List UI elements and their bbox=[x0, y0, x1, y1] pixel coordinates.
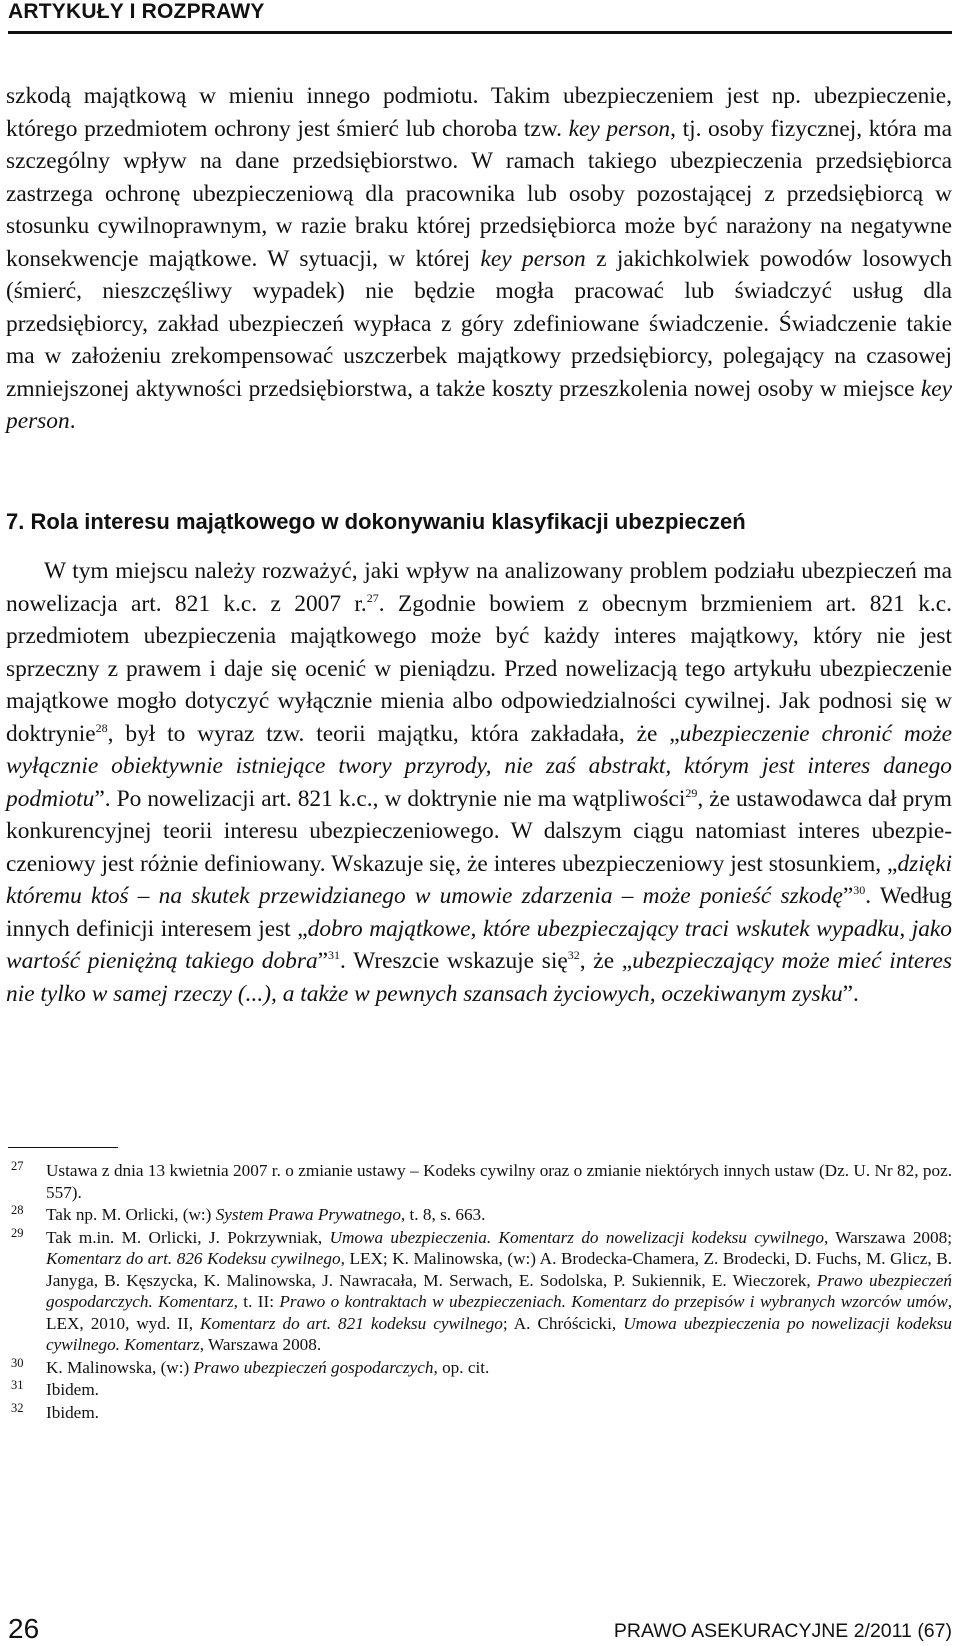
footnote-text: , LEX, 2010, wyd. II, bbox=[46, 1292, 953, 1333]
footnote-30 bbox=[8, 1357, 952, 1379]
footnote-italic: Umowa ubezpieczenia po nowelizacji kodeksu cywilnego. Komentarz bbox=[46, 1313, 952, 1354]
footnote-ref: 30 bbox=[853, 883, 866, 897]
body-paragraph bbox=[6, 80, 952, 438]
footnote-31 bbox=[8, 1379, 952, 1401]
text-run: , że „ bbox=[579, 948, 633, 974]
footnote-number: 27 bbox=[11, 1159, 24, 1173]
text-run: ” bbox=[842, 883, 854, 909]
footnote-italic: Komentarz do art. 826 Kodeksu cywilnego bbox=[46, 1249, 341, 1268]
footnote-text: Ibidem. bbox=[46, 1380, 99, 1399]
italic-term: key person bbox=[480, 245, 586, 272]
text-run: szkodą majątkową w mieniu innego podmiotu. Takim ubezpieczeniem jest np. ubezpieczenie, którego przedmiotem ochrony jest śmierć lub choroba tzw. bbox=[6, 83, 952, 142]
footnote-text: Ibidem. bbox=[46, 1402, 99, 1422]
italic-term: key person bbox=[6, 375, 952, 434]
italic-term: key person bbox=[568, 115, 671, 142]
footnote-number: 29 bbox=[11, 1225, 24, 1240]
text-run: . Wreszcie wskazuje się bbox=[340, 948, 568, 974]
text-run: z jakichkolwiek powodów losowych (śmierć, nieszczęśliwy wypadek) nie będzie mogła pracować lub świadczyć usług dla przedsiębiorcy, zakład ubezpieczeń wypłaca z góry zdefiniowane świadczenie. Świadczenie takie ma w założeniu zrekompensować uszczerbek majątkowy przedsiębiorcy, polegający na czasowej zmniejszonej aktywności przedsiębiorstwa, a także koszty przeszkolenia nowej osoby w miejsce bbox=[6, 245, 953, 402]
footnote-ref: 31 bbox=[328, 948, 341, 962]
footnote-number: 28 bbox=[11, 1203, 24, 1217]
page-number: 26 bbox=[8, 1613, 40, 1644]
footnote-text: , Warszawa 2008. bbox=[199, 1335, 322, 1354]
footnote-text: , Warszawa 2008; bbox=[823, 1227, 952, 1247]
footnote-italic: Komentarz do art. 821 kodeksu cywilnego bbox=[200, 1313, 503, 1333]
footnote-separator bbox=[8, 1147, 118, 1148]
italic-quote: dzięki któremu ktoś – na skutek przewidzianego w umowie zdarzenia – może ponieść szkodę bbox=[6, 850, 952, 909]
text-run: ”. bbox=[842, 980, 859, 1007]
footnote-italic: Prawo ubezpieczeń gospodarczych. Komentarz bbox=[46, 1270, 952, 1311]
footnote-text: , op. cit. bbox=[433, 1357, 490, 1377]
text-run: W tym miejscu należy rozważyć, jaki wpływ na analizowany problem podziału ubezpieczeń ma nowelizacja art. 821 k.c. z 2007 r. bbox=[6, 558, 952, 617]
footnotes bbox=[8, 1160, 952, 1424]
footnote-text: , LEX; K. Malinowska, (w:) A. Brodecka-Chamera, Z. Brodecki, D. Fuchs, M. Glicz, B. Janyga, B. Kęszycka, K. Malinowska, J. Nawracała, M. Serwach, E. Sodolska, P. Sukiennik, E. Wieczorek, bbox=[46, 1249, 952, 1290]
footnote-text: Tak np. M. Orlicki, (w:) bbox=[46, 1205, 216, 1224]
footnote-ref: 27 bbox=[366, 590, 379, 605]
footnote-29 bbox=[8, 1227, 952, 1356]
text-run: , że ustawodawca dał prym konkurencyjnej teorii interesu ubezpieczeniowego. W dalszym ciągu natomiast interes ubezpieczeniowy jest różnie definiowany. Wskazuje się, że interes ubezpieczeniowy jest stosunkiem, „ bbox=[6, 785, 952, 877]
footnote-italic: Prawo ubezpieczeń gospodarczych bbox=[193, 1357, 434, 1377]
footnote-text: Tak m.in. M. Orlicki, J. Pokrzywniak, bbox=[46, 1227, 330, 1247]
footnote-27 bbox=[8, 1160, 952, 1203]
footnote-ref: 29 bbox=[685, 785, 698, 800]
footnote-ref: 28 bbox=[95, 720, 108, 735]
running-head: ARTYKUŁY I ROZPRAWY bbox=[8, 0, 265, 23]
body-paragraph bbox=[6, 555, 952, 1010]
header-rule bbox=[8, 31, 952, 34]
footnote-number: 31 bbox=[11, 1378, 24, 1392]
footnote-text: , t. II: bbox=[233, 1292, 280, 1311]
footnote-italic: Prawo o kontraktach w ubezpieczeniach. Komentarz do przepisów i wybranych wzorców umów bbox=[279, 1292, 948, 1311]
footnote-ref: 32 bbox=[567, 948, 580, 962]
italic-quote: ubezpieczenie chronić może wyłącznie obiektywnie istniejące twory przyrody, nie zaś abstrakt, którym jest interes danego podmiotu bbox=[6, 720, 952, 812]
text-run: ” bbox=[317, 948, 329, 974]
footnote-number: 30 bbox=[11, 1355, 24, 1370]
text-run: , był to wyraz tzw. teorii majątku, która zakładała, że „ bbox=[107, 720, 680, 747]
text-run: . Zgodnie bowiem z obecnym brzmieniem art. 821 k.c. przedmiotem ubezpieczenia majątkowego może być każdy interes majątkowy, który nie jest sprzeczny z prawem i daje się ocenić w pieniądzu. Przed nowelizacją tego artykułu ubezpieczenie majątkowe mogło dotyczyć wyłącznie mienia albo odpowiedzialności cywilnej. Jak podnosi się w doktrynie bbox=[6, 590, 952, 747]
text-run: , tj. osoby fizycznej, która ma szczególny wpływ na dane przedsiębiorstwo. W ramach takiego ubezpieczenia przedsiębiorca zastrzega ochronę ubezpieczeniową dla pracownika lub osoby pozostającej z przedsiębiorcą w stosunku cywilnoprawnym, w razie braku której przedsiębiorca może być narażony na negatywne konsekwencje majątkowe. W sytuacji, w której bbox=[6, 115, 952, 272]
footnote-text: Ustawa z dnia 13 kwietnia 2007 r. o zmianie ustawy – Kodeks cywilny oraz o zmianie niektórych innych ustaw (Dz. U. Nr 82, poz. 557). bbox=[46, 1161, 952, 1202]
footnote-italic: System Prawa Prywatnego bbox=[215, 1205, 401, 1224]
text-run: . Według innych definicji interesem jest „ bbox=[6, 883, 952, 942]
footnote-italic: Umowa ubezpieczenia. Komentarz do nowelizacji kodeksu cywilnego bbox=[329, 1227, 824, 1247]
italic-quote: dobro majątkowe, które ubezpieczający traci wskutek wypadku, jako wartość pieniężną takiego dobra bbox=[6, 915, 953, 974]
text-run: . bbox=[69, 408, 76, 434]
journal-title: PRAWO ASEKURACYJNE 2/2011 (67) bbox=[613, 1620, 952, 1642]
footnote-28 bbox=[8, 1204, 952, 1226]
footnote-32 bbox=[8, 1402, 952, 1424]
text-run: ”. Po nowelizacji art. 821 k.c., w doktrynie nie ma wątpliwości bbox=[94, 785, 686, 812]
footnote-text: , t. 8, s. 663. bbox=[400, 1205, 486, 1224]
footnote-number: 32 bbox=[11, 1400, 24, 1415]
footnote-text: K. Malinowska, (w:) bbox=[46, 1357, 194, 1377]
italic-quote: ubezpieczający może mieć interes nie tylko w samej rzeczy (...), a także w pewnych szansach życiowych, oczekiwanym zysku bbox=[6, 948, 952, 1007]
footnote-text: ; A. Chróścicki, bbox=[502, 1313, 624, 1333]
section-heading: 7. Rola interesu majątkowego w dokonywaniu klasyfikacji ubezpieczeń bbox=[6, 509, 746, 534]
